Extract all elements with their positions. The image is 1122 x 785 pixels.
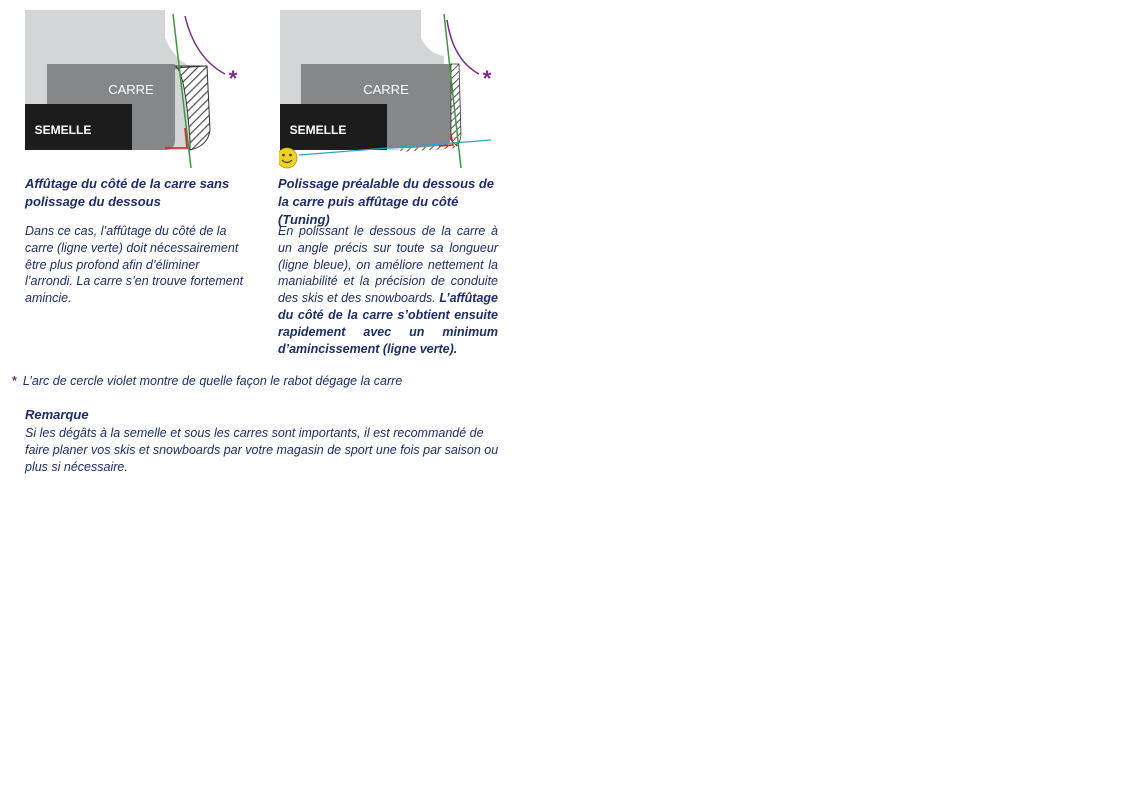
asterisk-mark: * (482, 66, 492, 91)
violet-arc (185, 16, 225, 74)
smiley-icon (279, 148, 297, 168)
semelle-label: SEMELLE (289, 123, 347, 137)
diagram-side-sharpening (25, 10, 255, 170)
right-caption-body (278, 223, 498, 357)
semelle-label: SEMELLE (34, 123, 92, 137)
right-caption-title: Polissage préalable du dessous de la carre puis affûtage du côté (Tuning) (278, 176, 495, 227)
asterisk-mark: * (228, 66, 238, 91)
diagram-left-svg (25, 10, 255, 170)
footnote (12, 374, 512, 388)
diagram-tuning (279, 10, 509, 170)
right-body-bold: L’affûtage du côté de la carre s’obtient ensuite rapidement avec un minimum d’amincissement (ligne verte). (278, 291, 498, 356)
carre-label: CARRE (108, 82, 154, 97)
carre-label: CARRE (363, 82, 409, 97)
left-caption-body: Dans ce cas, l’affûtage du côté de la carre (ligne verte) doit nécessairement être plus profond afin d’éliminer l’arrondi. La carre s’en trouve fortement amincie. (25, 224, 244, 306)
hatched-removal (451, 64, 461, 146)
remark-body: Si les dégâts à la semelle et sous les carres sont importants, il est recommandé de faire planer vos skis et snowboards par votre magasin de sport une fois par saison ou plus si nécessaire. (25, 426, 499, 474)
diagram-right-svg (279, 10, 509, 170)
remark-title: Remarque (25, 407, 89, 422)
footnote-text: L’arc de cercle violet montre de quelle façon le rabot dégage la carre (22, 374, 403, 388)
right-body-normal: En polissant le dessous de la carre à un angle précis sur toute sa longueur (ligne bleue), on améliore nettement la maniabilité et la précision de conduite des skis et des snowboards. (278, 224, 498, 306)
footnote-star: * (12, 374, 17, 388)
left-caption-title: Affûtage du côté de la carre sans polissage du dessous (25, 176, 230, 209)
